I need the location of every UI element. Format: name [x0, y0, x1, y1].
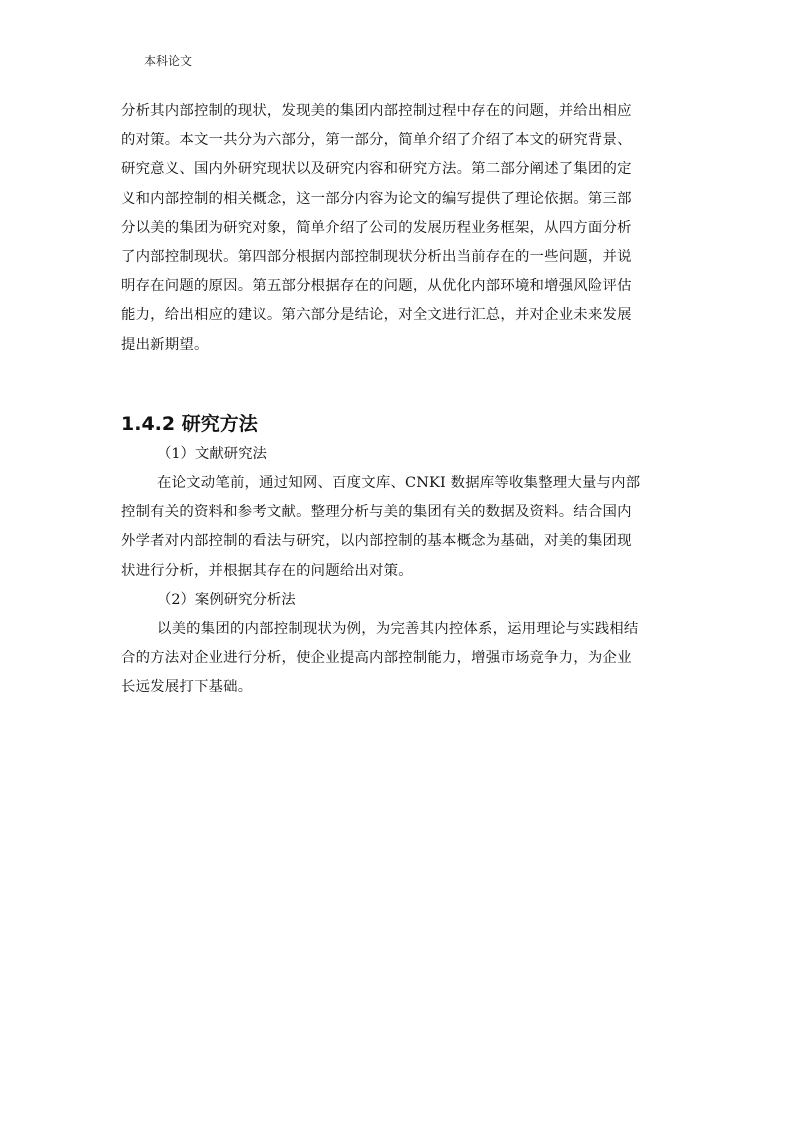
running-header: 本科论文: [144, 54, 193, 68]
paragraph-line: 能力，给出相应的建议。第六部分是结论，对全文进行汇总，并对企业未来发展: [121, 307, 632, 324]
page-body: [121, 97, 673, 703]
paragraph-line: 外学者对内部控制的看法与研究，以内部控制的基本概念为基础，对美的集团现: [121, 533, 632, 550]
paragraph-line: 提出新期望。: [121, 336, 209, 353]
paragraph-line: 的对策。本文一共分为六部分，第一部分，简单介绍了介绍了本文的研究背景、: [121, 132, 632, 149]
paragraph-line: 状进行分析，并根据其存在的问题给出对策。: [121, 562, 413, 579]
method-paragraph-case-study: [121, 615, 673, 703]
paragraph-line: 研究意义、国内外研究现状以及研究内容和研究方法。第二部分阐述了集团的定: [121, 161, 632, 178]
paragraph-line: 义和内部控制的相关概念，这一部分内容为论文的编写提供了理论依据。第三部: [121, 190, 632, 207]
paragraph-line: 以美的集团的内部控制现状为例，为完善其内控体系，运用理论与实践相结: [157, 621, 639, 638]
paragraph-line: 长远发展打下基础。: [121, 679, 253, 696]
paragraph-line: 明存在问题的原因。第五部分根据存在的问题，从优化内部环境和增强风险评估: [121, 278, 632, 295]
paragraph-line: 分析其内部控制的现状，发现美的集团内部控制过程中存在的问题，并给出相应: [121, 103, 632, 119]
paragraph-line: 合的方法对企业进行分析，使企业提高内部控制能力，增强市场竞争力，为企业: [121, 650, 632, 667]
paragraph-line: 在论文动笔前，通过知网、百度文库、CNKI 数据库等收集整理大量与内部: [157, 475, 641, 492]
paragraph-line: 了内部控制现状。第四部分根据内部控制现状分析出当前存在的一些问题，并说: [121, 249, 632, 266]
section-title: 1.4.2 研究方法: [121, 412, 258, 435]
method-heading-literature: （1）文献研究法: [157, 445, 267, 462]
paragraph-line: 分以美的集团为研究对象，简单介绍了公司的发展历程业务框架，从四方面分析: [121, 219, 632, 236]
method-heading-case-study: （2）案例研究分析法: [157, 591, 296, 608]
method-paragraph-literature: [121, 469, 673, 586]
paragraph-line: 控制有关的资料和参考文献。整理分析与美的集团有关的数据及资料。结合国内: [121, 504, 632, 521]
intro-paragraph: [121, 97, 673, 360]
